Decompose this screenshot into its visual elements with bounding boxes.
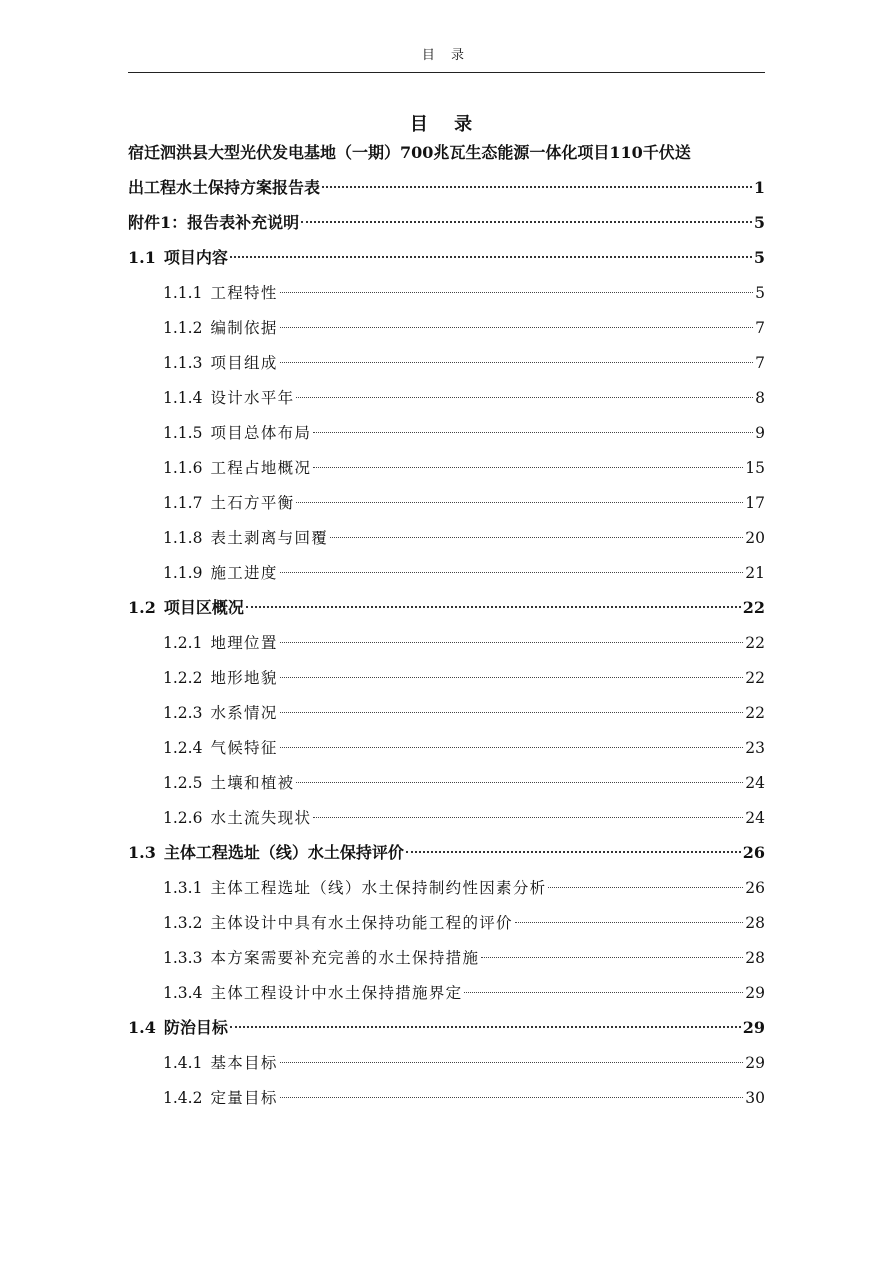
toc-entry-title: 施工进度	[210, 564, 278, 582]
toc-entry-page: 5	[755, 284, 765, 302]
toc-entry-number: 1.4	[128, 1018, 156, 1037]
toc-entry[interactable]	[128, 805, 765, 831]
running-header: 目 录	[421, 48, 471, 63]
toc-entry-number: 1.1.6	[163, 459, 203, 477]
toc-entry[interactable]	[128, 700, 765, 726]
toc-entry-title: 土壤和植被	[210, 774, 295, 792]
toc-entry-page: 28	[745, 949, 765, 967]
toc-dot-leader	[246, 606, 741, 608]
toc-entry-page: 23	[745, 739, 765, 757]
toc-entry[interactable]	[128, 350, 765, 376]
toc-entry-title: 宿迁泗洪县大型光伏发电基地（一期）700兆瓦生态能源一体化项目110千伏送	[128, 143, 691, 162]
toc-entry[interactable]	[128, 210, 765, 236]
toc-entry[interactable]	[128, 1015, 765, 1041]
toc-dot-leader	[280, 642, 744, 643]
toc-entry[interactable]	[128, 1085, 765, 1111]
toc-entry-page: 9	[755, 424, 765, 442]
toc-dot-leader	[464, 992, 743, 993]
toc-dot-leader	[296, 502, 743, 503]
toc-entry-page: 7	[755, 354, 765, 372]
toc-entry[interactable]	[128, 840, 765, 866]
toc-entry[interactable]	[128, 770, 765, 796]
toc-entry[interactable]	[128, 385, 765, 411]
toc-entry-page: 24	[745, 774, 765, 792]
toc-entry[interactable]	[128, 875, 765, 901]
toc-entry[interactable]	[128, 945, 765, 971]
toc-entry-title: 防治目标	[163, 1018, 228, 1037]
toc-entry-number: 1.3.1	[163, 879, 203, 897]
toc-entry-page: 15	[745, 459, 765, 477]
toc-entry-page: 1	[753, 178, 765, 197]
toc-entry-number: 1.3	[128, 843, 156, 862]
toc-entry-number: 1.1.2	[163, 319, 203, 337]
toc-entry[interactable]	[128, 735, 765, 761]
toc-entry-number: 1.4.2	[163, 1089, 203, 1107]
toc-entry-title: 定量目标	[210, 1089, 278, 1107]
toc-dot-leader	[280, 677, 744, 678]
toc-entry-number: 1.2.2	[163, 669, 203, 687]
toc-dot-leader	[515, 922, 743, 923]
toc-entry[interactable]	[128, 315, 765, 341]
toc-entry-title: 项目总体布局	[210, 424, 312, 442]
toc-entry-page: 22	[745, 634, 765, 652]
toc-dot-leader	[313, 432, 753, 433]
toc-entry-number: 1.2	[128, 598, 156, 617]
toc-entry-page: 29	[742, 1018, 765, 1037]
toc-entry-page: 21	[745, 564, 765, 582]
toc-entry-page: 22	[742, 598, 765, 617]
toc-entry-number: 1.3.4	[163, 984, 203, 1002]
toc-dot-leader	[481, 957, 743, 958]
toc-entry-page: 26	[742, 843, 765, 862]
toc-entry-title: 本方案需要补充完善的水土保持措施	[210, 949, 480, 967]
toc-entry[interactable]	[128, 175, 765, 201]
toc-entry-number: 1.1.1	[163, 284, 203, 302]
toc-entry-page: 22	[745, 704, 765, 722]
toc-entry-title: 气候特征	[210, 739, 278, 757]
toc-entry-page: 29	[745, 1054, 765, 1072]
toc-entry-page: 5	[753, 248, 765, 267]
toc-entry-title: 项目组成	[210, 354, 278, 372]
toc-entry[interactable]	[128, 455, 765, 481]
toc-entry-title: 表土剥离与回覆	[210, 529, 329, 547]
toc-entry-title: 主体设计中具有水土保持功能工程的评价	[210, 914, 513, 932]
toc-dot-leader	[280, 747, 744, 748]
toc-entry-number: 1.2.6	[163, 809, 203, 827]
toc-title: 目 录	[409, 114, 483, 135]
toc-dot-leader	[330, 537, 743, 538]
toc-entry-page: 22	[745, 669, 765, 687]
toc-entry[interactable]	[128, 245, 765, 271]
toc-dot-leader	[280, 572, 744, 573]
toc-entry-page: 24	[745, 809, 765, 827]
toc-entry-title: 设计水平年	[210, 389, 295, 407]
toc-entry-title: 主体工程设计中水土保持措施界定	[210, 984, 463, 1002]
toc-entry-number: 1.2.4	[163, 739, 203, 757]
toc-entry-page: 30	[745, 1089, 765, 1107]
toc-entry-title: 水系情况	[210, 704, 278, 722]
toc-entry-number: 1.1.4	[163, 389, 203, 407]
toc-entry-number: 1.2.5	[163, 774, 203, 792]
toc-entry[interactable]	[128, 665, 765, 691]
toc-entry-number: 1.3.3	[163, 949, 203, 967]
toc-entry-title: 主体工程选址（线）水土保持制约性因素分析	[210, 879, 547, 897]
toc-entry-title: 编制依据	[210, 319, 278, 337]
toc-entry-number: 1.1.7	[163, 494, 203, 512]
toc-entry-number: 1.3.2	[163, 914, 203, 932]
header-rule	[128, 72, 765, 73]
toc-entry-title: 出工程水土保持方案报告表	[128, 178, 321, 197]
toc-entry[interactable]	[128, 490, 765, 516]
toc-entry[interactable]	[128, 910, 765, 936]
toc-dot-leader	[230, 1026, 741, 1028]
toc-entry-title: 水土流失现状	[210, 809, 312, 827]
toc-dot-leader	[280, 362, 753, 363]
toc-entry-number: 1.1	[128, 248, 156, 267]
toc-dot-leader	[280, 327, 753, 328]
toc-entry[interactable]	[128, 525, 765, 551]
toc-entry[interactable]	[128, 595, 765, 621]
toc-entry-title: 工程占地概况	[210, 459, 312, 477]
toc-entry-page: 8	[755, 389, 765, 407]
toc-entry-title: 地理位置	[210, 634, 278, 652]
toc-entry[interactable]	[128, 630, 765, 656]
toc-entry-number: 1.1.5	[163, 424, 203, 442]
toc-entry[interactable]	[128, 560, 765, 586]
toc-entry[interactable]	[128, 280, 765, 306]
toc-dot-leader	[230, 256, 752, 258]
toc-entry-page: 5	[753, 213, 765, 232]
toc-entry-title: 附件1：报告表补充说明	[128, 213, 300, 232]
toc-entry-number: 1.2.3	[163, 704, 203, 722]
toc-dot-leader	[406, 851, 741, 853]
toc-entry-title: 地形地貌	[210, 669, 278, 687]
toc-entry[interactable]	[128, 980, 765, 1006]
toc-entry-number: 1.1.3	[163, 354, 203, 372]
toc-entry-title: 主体工程选址（线）水土保持评价	[163, 843, 404, 862]
toc-dot-leader	[296, 782, 743, 783]
toc-entry-number: 1.1.8	[163, 529, 203, 547]
toc-entry-title: 工程特性	[210, 284, 278, 302]
toc-entry[interactable]	[128, 140, 765, 166]
toc-entry-page: 28	[745, 914, 765, 932]
toc-dot-leader	[313, 817, 743, 818]
toc-dot-leader	[280, 1062, 744, 1063]
toc-entry-page: 20	[745, 529, 765, 547]
toc-dot-leader	[301, 221, 752, 223]
toc-entry-number: 1.4.1	[163, 1054, 203, 1072]
toc-entry-page: 17	[745, 494, 765, 512]
toc-dot-leader	[322, 186, 752, 188]
toc-dot-leader	[280, 292, 753, 293]
toc-entry-title: 项目区概况	[163, 598, 244, 617]
toc-entry-title: 项目内容	[163, 248, 228, 267]
toc-entry-title: 土石方平衡	[210, 494, 295, 512]
toc-dot-leader	[280, 1097, 744, 1098]
toc-dot-leader	[280, 712, 744, 713]
toc-entry-title: 基本目标	[210, 1054, 278, 1072]
toc-dot-leader	[548, 887, 743, 888]
toc-entry-page: 26	[745, 879, 765, 897]
toc-entry-page: 29	[745, 984, 765, 1002]
toc-entry[interactable]	[128, 420, 765, 446]
toc-entry-number: 1.2.1	[163, 634, 203, 652]
toc-dot-leader	[296, 397, 753, 398]
toc-dot-leader	[313, 467, 743, 468]
toc-entry-number: 1.1.9	[163, 564, 203, 582]
toc-entry-page: 7	[755, 319, 765, 337]
toc-entry[interactable]	[128, 1050, 765, 1076]
